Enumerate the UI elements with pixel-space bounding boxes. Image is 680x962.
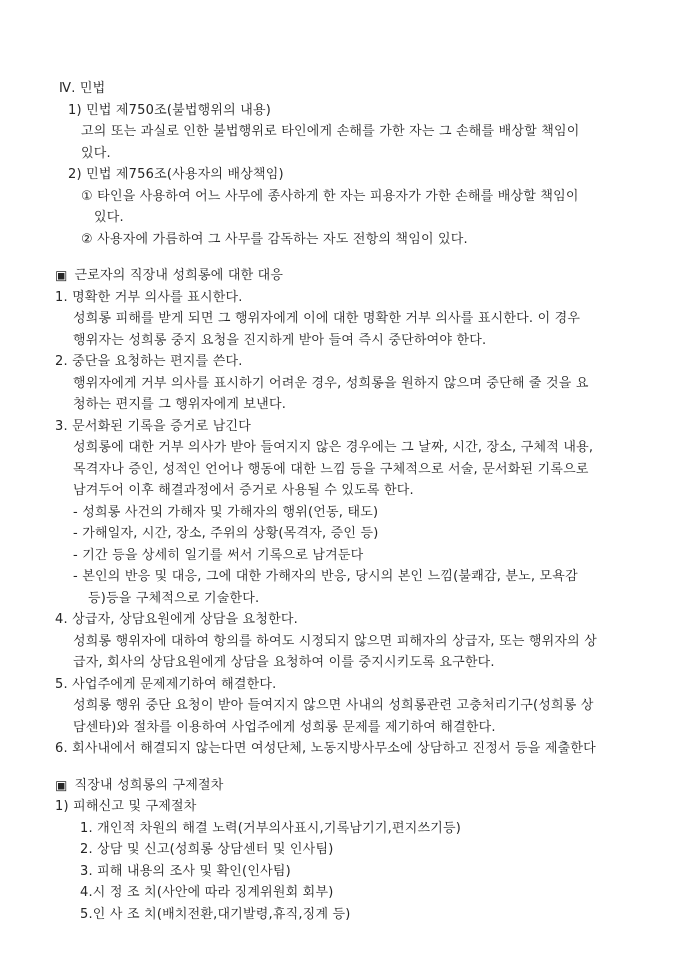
bullet-line: - 기간 등을 상세히 일기를 써서 기록으로 남겨둔다 (73, 547, 364, 563)
list-item: 5.인 사 조 치(배치전환,대기발령,휴직,징계 등) (80, 906, 351, 922)
square-bullet-icon: ▣ (55, 778, 68, 793)
list-item: ① 타인을 사용하여 어느 사무에 종사하게 한 자는 피용자가 가한 손해를 배상할 책임이 (81, 188, 579, 204)
body-line: 있다. (81, 145, 111, 161)
body-line: 성희롱 행위자에 대하여 항의를 하여도 시정되지 않으면 피해자의 상급자, 또는 행위자의 상 (73, 633, 598, 649)
list-item: 2. 중단을 요청하는 편지를 쓴다. (55, 354, 243, 369)
section-heading-response (55, 265, 636, 287)
list-item: 4.시 정 조 치(사안에 따라 징계위원회 회부) (80, 885, 334, 900)
bullet-line: - 성희롱 사건의 가해자 및 가해자의 행위(언동, 태도) (73, 504, 379, 520)
body-line: 담센타)와 절차를 이용하여 사업주에게 성희롱 문제를 제기하여 해결한다. (73, 719, 496, 735)
body-line: 행위자에게 거부 의사를 표시하기 어려운 경우, 성희롱을 원하지 않으며 중단해 줄 것을 요 (73, 375, 589, 391)
body-line: 성희롱 행위 중단 요청이 받아 들여지지 않으면 사내의 성희롱관련 고충처리기구(성희롱 상 (73, 698, 594, 713)
section-heading-civil-law: Ⅳ. 민법 (59, 81, 106, 96)
section-heading-text: 직장내 성희롱의 구제절차 (74, 777, 224, 793)
body-line: 행위자는 성희롱 중지 요청을 진지하게 받아 들여 즉시 중단하여야 한다. (73, 332, 487, 348)
bullet-line: - 가해일자, 시간, 장소, 주위의 상황(목격자, 증인 등) (73, 526, 379, 541)
list-item: 2. 상담 및 신고(성희롱 상담센터 및 인사팀) (80, 842, 334, 857)
list-item: 1) 민법 제750조(불법행위의 내용) (68, 102, 272, 118)
list-item: 1. 개인적 차원의 해결 노력(거부의사표시,기록남기기,편지쓰기등) (80, 820, 462, 836)
list-item: 6. 회사내에서 해결되지 않는다면 여성단체, 노동지방사무소에 상담하고 진정서 등을 제출한다 (55, 741, 596, 756)
list-item: ② 사용자에 가름하여 그 사무를 감독하는 자도 전항의 책임이 있다. (81, 231, 468, 247)
body-line: 있다. (94, 210, 124, 225)
list-item: 3. 피해 내용의 조사 및 확인(인사팀) (80, 863, 291, 879)
section-heading-remedy (55, 775, 636, 797)
body-line: 급자, 회사의 상담요원에게 상담을 요청하여 이를 중지시키도록 요구한다. (73, 655, 495, 670)
list-item: 3. 문서화된 기록을 증거로 남긴다 (55, 418, 251, 434)
square-bullet-icon: ▣ (55, 268, 68, 284)
list-item: 1) 피해신고 및 구제절차 (55, 799, 197, 814)
section-gap (55, 250, 636, 265)
body-line: 청하는 편지를 그 행위자에게 보낸다. (73, 397, 287, 412)
list-item: 5. 사업주에게 문제제기하여 해결한다. (55, 676, 277, 692)
section-gap (55, 760, 636, 775)
body-line: 남겨두어 이후 해결과정에서 증거로 사용될 수 있도록 한다. (73, 483, 414, 498)
bullet-line: - 본인의 반응 및 대응, 그에 대한 가해자의 반응, 당시의 본인 느낌(불쾌감, 분노, 모욕감 (73, 569, 578, 584)
list-item: 2) 민법 제756조(사용자의 배상책임) (68, 167, 284, 182)
list-item: 1. 명확한 거부 의사를 표시한다. (55, 289, 243, 305)
body-line: 고의 또는 과실로 인한 불법행위로 타인에게 손해를 가한 자는 그 손해를 배상할 책임이 (81, 124, 580, 139)
list-item: 4. 상급자, 상담요원에게 상담을 요청한다. (55, 612, 298, 627)
body-line: 성희롱 피해를 받게 되면 그 행위자에게 이에 대한 명확한 거부 의사를 표시한다. 이 경우 (73, 311, 581, 326)
body-line: 성희롱에 대한 거부 의사가 받아 들여지지 않은 경우에는 그 날짜, 시간, 장소, 구체적 내용, (73, 440, 594, 455)
body-line: 목격자나 증인, 성적인 언어나 행동에 대한 느낌 등을 구체적으로 서술, 문서화된 기록으로 (73, 461, 589, 477)
section-heading-text: 근로자의 직장내 성희롱에 대한 대응 (74, 268, 284, 283)
body-line: 등)등을 구체적으로 기술한다. (88, 590, 260, 606)
